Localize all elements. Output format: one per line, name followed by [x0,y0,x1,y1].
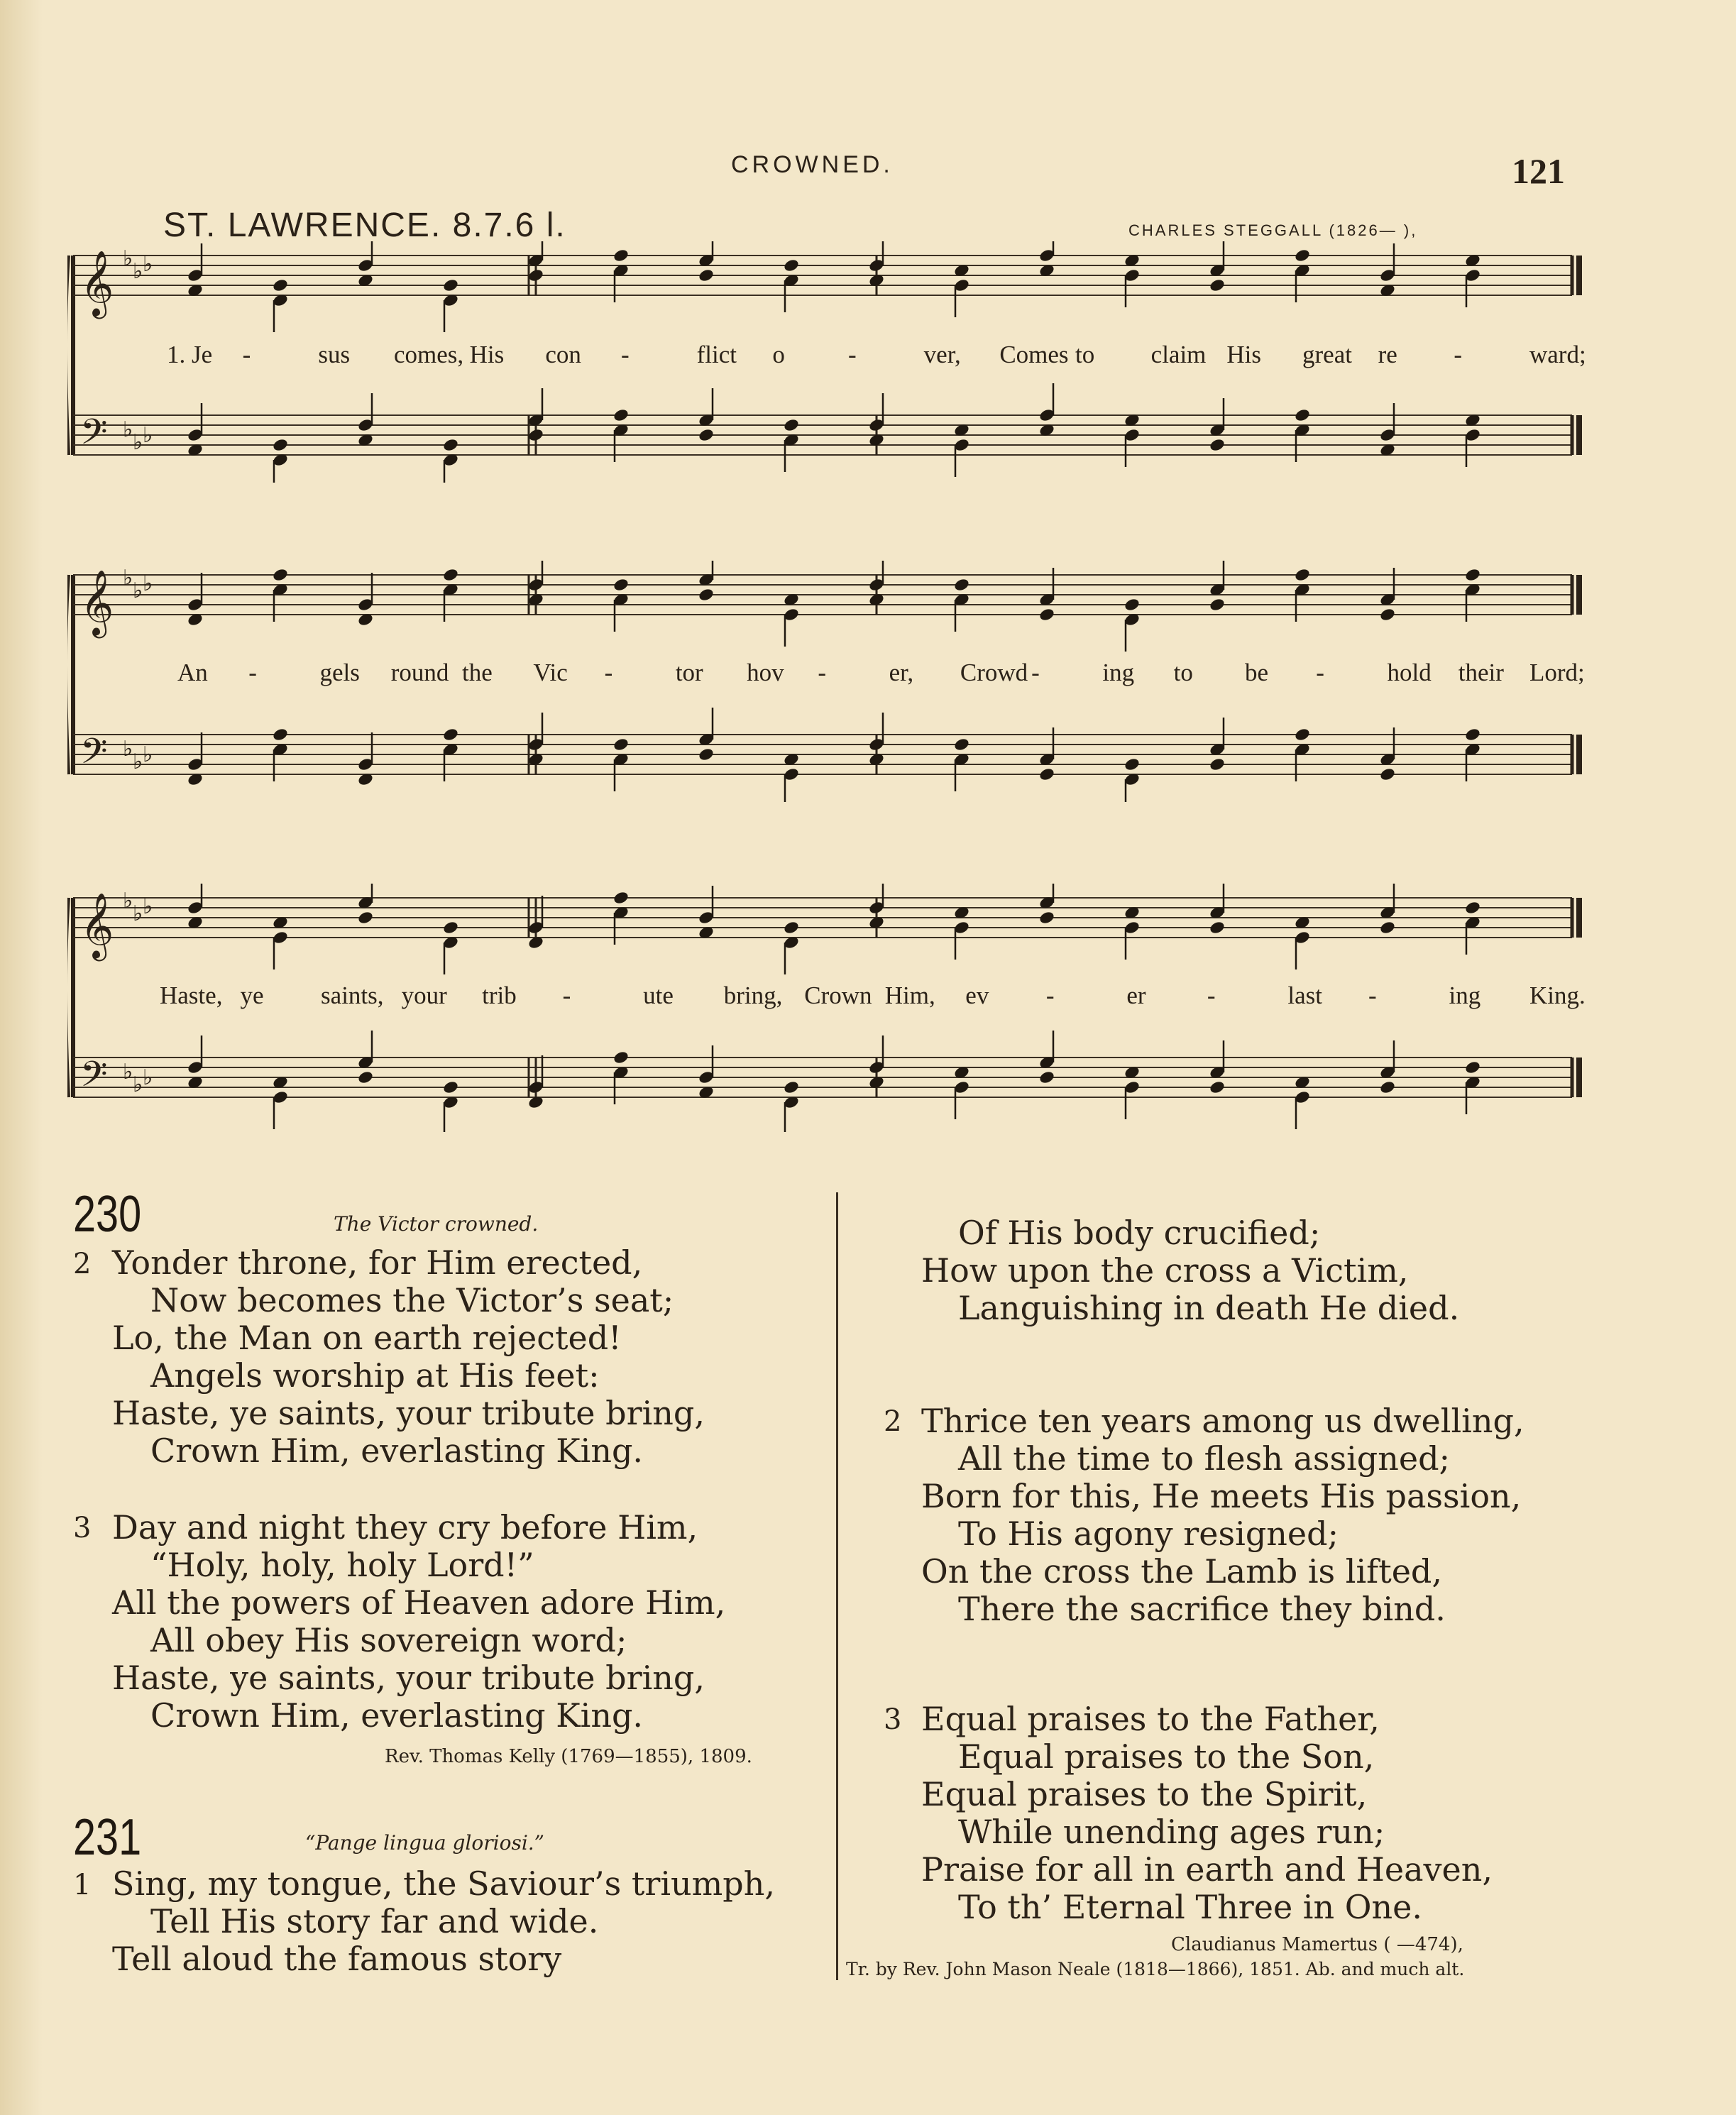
verse-line: How upon the cross a Victim, [921,1251,1409,1290]
lyric-syllable: King. [1529,982,1586,1009]
lyric-syllable: bring, [723,982,783,1009]
svg-text:♭: ♭ [133,430,143,455]
lyric-syllable: your [401,982,447,1009]
hymn-231-credit-1: Claudianus Mamertus ( —474), [1171,1934,1463,1955]
verse-number: 3 [73,1512,92,1544]
lyric-syllable: - [1045,982,1055,1009]
svg-text:♭: ♭ [123,737,133,762]
lyric-syllable: - [818,659,827,686]
svg-text:♭: ♭ [143,423,153,448]
svg-text:𝄢: 𝄢 [80,1054,108,1104]
verse-line: Now becomes the Victor’s seat; [150,1281,674,1319]
lyric-syllable: - [848,341,857,368]
verse-number: 3 [884,1703,902,1736]
tune-name: ST. LAWRENCE. 8.7.6 l. [163,207,566,244]
verse-line: Praise for all in earth and Heaven, [921,1850,1493,1889]
svg-text:𝄞: 𝄞 [80,250,114,316]
composer-credit: CHARLES STEGGALL (1826— ), [1128,221,1418,239]
lyric-syllable: Comes [999,341,1069,368]
verse-line: Crown Him, everlasting King. [150,1432,644,1470]
svg-text:♭: ♭ [143,894,153,919]
verse-line: Tell His story far and wide. [150,1902,599,1940]
hymn-231-credit-2: Tr. by Rev. John Mason Neale (1818—1866), 1851. Ab. and much alt. [846,1959,1465,1979]
hymn-230-credit: Rev. Thomas Kelly (1769—1855), 1809. [385,1746,752,1767]
lyric-syllable: - [242,341,251,368]
lyric-syllable: ev [965,982,989,1009]
lyric-syllable: Lord; [1529,659,1585,686]
verse-line: Of His body crucified; [958,1214,1321,1252]
svg-text:♭: ♭ [133,749,143,774]
verse-line: Born for this, He meets His passion, [921,1477,1522,1515]
verse-line: On the cross the Lamb is lifted, [921,1552,1442,1591]
lyric-syllable: ver, [923,341,961,368]
verse-line: Sing, my tongue, the Saviour’s triumph, [112,1864,775,1903]
lyric-syllable: - [1207,982,1216,1009]
svg-text:♭: ♭ [133,259,143,284]
lyric-syllable: Him, [884,982,935,1009]
hymn-number-231: 231 [73,1809,142,1866]
svg-text:♭: ♭ [143,252,153,277]
svg-text:♭: ♭ [143,1065,153,1090]
lyric-syllable: to [1075,341,1095,368]
lyric-syllable: con [545,341,581,368]
svg-text:♭: ♭ [143,571,153,596]
verse-line: To th’ Eternal Three in One. [958,1888,1422,1926]
lyric-syllable: Haste, [160,982,223,1009]
verse-line: All the powers of Heaven adore Him, [112,1583,726,1622]
verse-line: Thrice ten years among us dwelling, [921,1402,1525,1440]
lyric-syllable: hold [1387,659,1432,686]
verse-line: Tell aloud the famous story [112,1940,562,1978]
verse-line: While unending ages run; [958,1813,1385,1851]
lyric-syllable: ye [240,982,264,1009]
lyric-syllable: their [1458,659,1504,686]
lyric-syllable: er, [889,659,914,686]
verse-line: All the time to flesh assigned; [958,1439,1451,1478]
music-system-2 [67,561,1593,802]
hymn-231-heading: “Pange lingua gloriosi.” [305,1831,544,1855]
verse-line: To His agony resigned; [958,1515,1339,1553]
staff-notation [67,561,1593,802]
lyric-syllable: An [177,659,208,686]
lyric-syllable: o [772,341,785,368]
verse-line: Equal praises to the Spirit, [921,1775,1368,1813]
svg-text:♭: ♭ [133,578,143,603]
verse-line: Haste, ye saints, your tribute bring, [112,1394,705,1432]
svg-text:♭: ♭ [143,742,153,767]
lyric-syllable: be [1244,659,1268,686]
lyric-syllable: trib [482,982,517,1009]
verse-line: Equal praises to the Father, [921,1700,1380,1738]
verse-number: 2 [73,1248,92,1280]
verse-line: Angels worship at His feet: [150,1356,600,1395]
svg-text:𝄞: 𝄞 [80,892,114,958]
lyric-syllable: sus [318,341,351,368]
page-edge-shadow [0,0,43,2115]
lyric-syllable: great [1302,341,1352,368]
verse-line: “Holy, holy, holy Lord!” [150,1546,534,1584]
column-divider [836,1192,838,1980]
lyric-syllable: Crowd [960,659,1028,686]
svg-text:♭: ♭ [123,1060,133,1084]
lyric-syllable: claim [1150,341,1207,368]
lyric-syllable: - [248,659,257,686]
lyric-syllable: Crown [804,982,872,1009]
verse-line: Crown Him, everlasting King. [150,1696,644,1735]
hymn-number-230: 230 [73,1186,142,1243]
lyric-syllable: ing [1102,659,1135,686]
svg-text:♭: ♭ [123,417,133,442]
verse-line: All obey His sovereign word; [150,1621,627,1659]
verse-number: 2 [884,1405,902,1438]
svg-text:♭: ♭ [123,246,133,271]
lyric-syllable: last [1287,982,1323,1009]
svg-text:♭: ♭ [133,901,143,926]
lyric-syllable: His [469,341,505,368]
verse-line: Languishing in death He died. [958,1289,1460,1327]
lyric-syllable: - [1368,982,1377,1009]
staff-notation [67,241,1593,483]
lyric-syllable: Vic [533,659,568,686]
verse-line: Day and night they cry before Him, [112,1508,698,1547]
lyric-syllable: hov [747,659,784,686]
svg-text:♭: ♭ [133,1072,143,1097]
lyric-syllable: - [1454,341,1462,368]
svg-text:♭: ♭ [123,889,133,913]
music-system-3 [67,884,1593,1132]
lyric-syllable: tor [675,659,703,686]
lyric-syllable: flict [696,341,737,368]
lyric-syllable: comes, [394,341,464,368]
verse-line: There the sacrifice they bind. [958,1590,1446,1628]
lyric-syllable: saints, [321,982,384,1009]
lyric-syllable: - [1031,659,1040,686]
lyric-syllable: - [604,659,613,686]
lyric-syllable: gels [319,659,360,686]
svg-text:𝄢: 𝄢 [80,731,108,781]
lyric-syllable: the [462,659,493,686]
lyric-syllable: round [390,659,449,686]
verse-number: 1 [73,1869,92,1901]
svg-text:𝄞: 𝄞 [80,569,114,635]
svg-text:♭: ♭ [123,566,133,590]
page-number: 121 [1512,151,1565,191]
lyric-syllable: - [621,341,630,368]
lyric-syllable: er [1126,982,1146,1009]
music-system-1 [67,241,1593,483]
lyric-syllable: ing [1449,982,1481,1009]
lyric-syllable: ute [643,982,674,1009]
svg-text:𝄢: 𝄢 [80,412,108,461]
lyric-syllable: re [1378,341,1397,368]
page-header-title: CROWNED. [731,151,894,178]
hymn-230-heading: The Victor crowned. [334,1212,539,1236]
verse-line: Equal praises to the Son, [958,1737,1375,1776]
lyric-syllable: - [1316,659,1324,686]
lyric-syllable: to [1173,659,1193,686]
lyric-syllable: - [562,982,571,1009]
lyric-syllable: His [1226,341,1261,368]
lyric-syllable: 1. Je [167,341,213,368]
verse-line: Yonder throne, for Him erected, [112,1243,643,1282]
lyric-syllable: ward; [1529,341,1586,368]
verse-line: Haste, ye saints, your tribute bring, [112,1659,705,1697]
verse-line: Lo, the Man on earth rejected! [112,1319,622,1357]
